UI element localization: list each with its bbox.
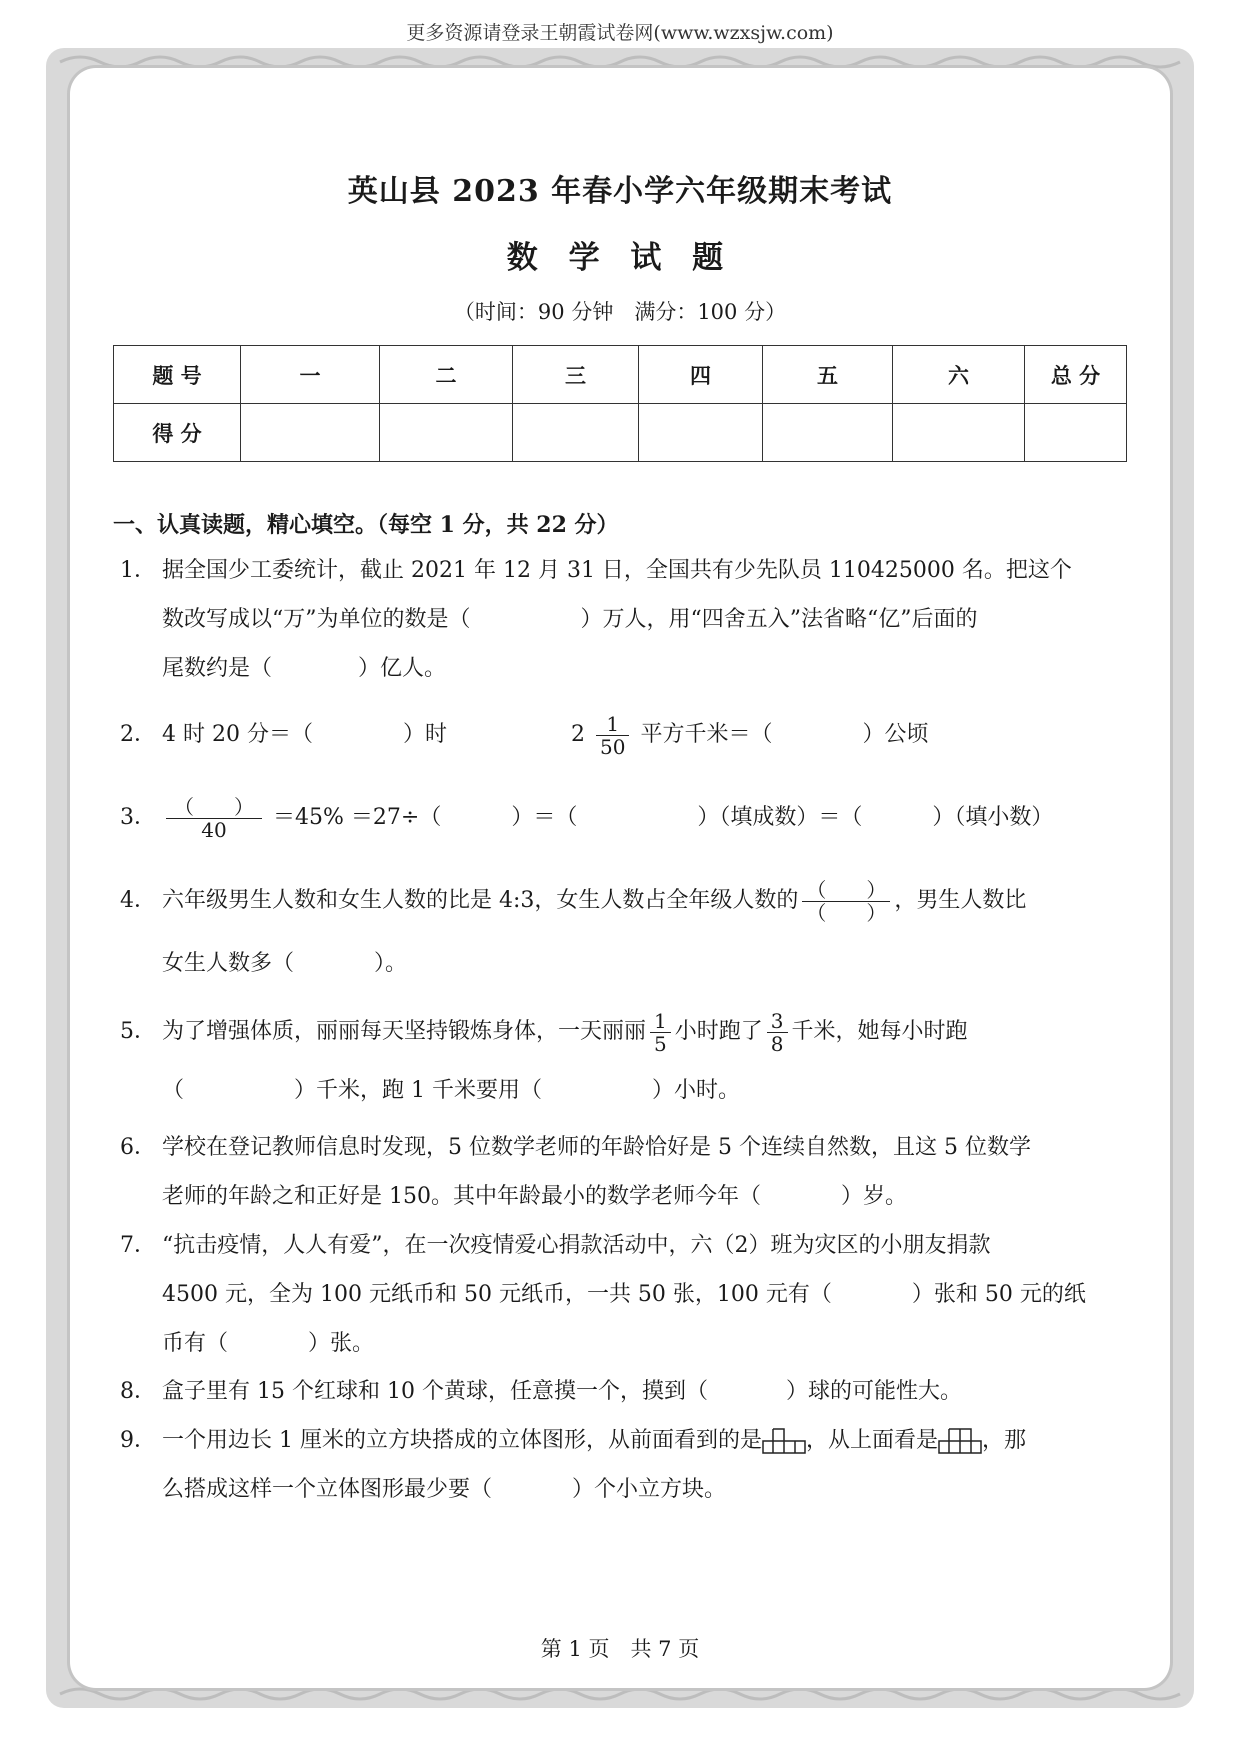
question-number: 1．	[120, 558, 156, 583]
score-cell[interactable]	[241, 404, 380, 462]
question-text: 小时跑了	[674, 1019, 763, 1044]
score-table-score-row	[114, 404, 1127, 462]
mixed-number-whole: 2	[571, 722, 585, 747]
question-number: 5．	[120, 1019, 156, 1044]
question-text: ）岁。	[841, 1184, 908, 1209]
question-text: ）公顷	[862, 722, 929, 747]
fraction-numerator: 1	[596, 713, 629, 736]
question-text: 学校在登记教师信息时发现，5 位数学老师的年龄恰好是 5 个连续自然数，且这 5 位数学	[162, 1135, 1031, 1160]
question-number: 8．	[120, 1379, 156, 1404]
question-8	[120, 1367, 1130, 1416]
question-number: 3．	[120, 805, 156, 830]
fraction	[802, 879, 890, 924]
fraction-numerator: 3	[767, 1010, 788, 1033]
question-text: 4 时 20 分＝（	[162, 722, 313, 747]
question-number: 2．	[120, 722, 156, 747]
score-header-cell: 总 分	[1025, 346, 1127, 404]
score-table-header-row	[114, 346, 1127, 404]
question-text: ，男生人数比	[894, 888, 1027, 913]
question-text: ，那	[982, 1428, 1027, 1453]
score-row-label: 得 分	[114, 404, 241, 462]
question-1	[120, 546, 1130, 693]
score-table	[113, 345, 1127, 462]
fraction-numerator: （ ）	[802, 879, 890, 902]
question-text: ）小时。	[652, 1078, 741, 1103]
question-text: 据全国少工委统计，截止 2021 年 12 月 31 日，全国共有少先队员 110425000 名。把这个	[162, 558, 1072, 583]
question-2	[120, 710, 1130, 759]
top-note: 更多资源请登录王朝霞试卷网(www.wzxsjw.com)	[406, 22, 834, 44]
question-text: ）张和 50 元的纸	[911, 1282, 1086, 1307]
fraction-denominator: 50	[600, 734, 626, 759]
question-text: 币有（	[162, 1331, 229, 1356]
score-header-cell: 题 号	[114, 346, 241, 404]
question-text: 六年级男生人数和女生人数的比是 4:3，女生人数占全年级人数的	[162, 888, 799, 913]
front-view-figure	[762, 1428, 806, 1454]
question-text: ）千米，跑 1 千米要用（	[294, 1078, 542, 1103]
question-text: 尾数约是（	[162, 656, 273, 681]
question-text: ）个小立方块。	[572, 1477, 727, 1502]
top-view-figure	[938, 1428, 982, 1454]
question-number: 6．	[120, 1135, 156, 1160]
fraction	[650, 1010, 671, 1055]
question-text: 平方千米＝（	[640, 722, 773, 747]
score-cell[interactable]	[513, 404, 639, 462]
question-text: 么搭成这样一个立体图形最少要（	[162, 1477, 493, 1502]
question-text: 为了增强体质，丽丽每天坚持锻炼身体，一天丽丽	[162, 1019, 647, 1044]
question-text: “抗击疫情，人人有爱”，在一次疫情爱心捐款活动中，六（2）班为灾区的小朋友捐款	[162, 1233, 991, 1258]
fraction-denominator: 40	[201, 817, 227, 842]
question-text: 盒子里有 15 个红球和 10 个黄球，任意摸一个，摸到（	[162, 1379, 708, 1404]
score-cell[interactable]	[763, 404, 893, 462]
question-number: 4．	[120, 888, 156, 913]
score-cell[interactable]	[1025, 404, 1127, 462]
question-text: ）亿人。	[358, 656, 447, 681]
question-4	[120, 876, 1130, 988]
question-text: ，从上面看是	[806, 1428, 939, 1453]
question-9	[120, 1416, 1130, 1514]
question-text: ）。	[374, 951, 408, 976]
score-header-cell: 六	[893, 346, 1025, 404]
page-number: 第 1 页 共 7 页	[540, 1637, 700, 1661]
question-text: 女生人数多（	[162, 951, 295, 976]
score-cell[interactable]	[380, 404, 513, 462]
exam-subject: 数 学 试 题	[506, 240, 734, 276]
score-header-cell: 一	[241, 346, 380, 404]
score-header-cell: 二	[380, 346, 513, 404]
fraction-numerator: 1	[650, 1010, 671, 1033]
fraction-denominator: 8	[770, 1031, 784, 1056]
question-number: 7．	[120, 1233, 156, 1258]
score-header-cell: 五	[763, 346, 893, 404]
question-text: 一个用边长 1 厘米的立方块搭成的立体图形，从前面看到的是	[162, 1428, 762, 1453]
fraction	[767, 1010, 788, 1055]
score-cell[interactable]	[893, 404, 1025, 462]
fraction-denominator: （ ）	[806, 900, 887, 925]
question-number: 9．	[120, 1428, 156, 1453]
question-text: ）张。	[308, 1331, 375, 1356]
question-7	[120, 1221, 1130, 1368]
question-text: 千米，她每小时跑	[791, 1019, 968, 1044]
score-header-cell: 三	[513, 346, 639, 404]
question-text: ）万人，用“四舍五入”法省略“亿”后面的	[580, 607, 978, 632]
question-text: ）（填小数）	[932, 805, 1054, 830]
question-text: 4500 元，全为 100 元纸币和 50 元纸币，一共 50 张，100 元有（	[162, 1282, 832, 1307]
question-text: ）＝（	[511, 805, 578, 830]
question-text: ）球的可能性大。	[785, 1379, 962, 1404]
exam-title: 英山县 2023 年春小学六年级期末考试	[347, 174, 893, 209]
fraction	[596, 713, 629, 758]
question-text: ）时	[402, 722, 447, 747]
question-text: （	[162, 1078, 185, 1103]
fraction-denominator: 5	[654, 1031, 667, 1056]
question-text: 老师的年龄之和正好是 150。其中年龄最小的数学老师今年（	[162, 1184, 761, 1209]
fraction-numerator: （ ）	[166, 796, 262, 819]
fraction	[166, 796, 262, 841]
question-text: ＝45% ＝27÷（	[273, 805, 442, 830]
question-text: ）（填成数）＝（	[697, 805, 863, 830]
question-3	[120, 793, 1130, 842]
section-heading: 一、认真读题，精心填空。（每空 1 分，共 22 分）	[113, 512, 619, 538]
score-header-cell: 四	[639, 346, 763, 404]
score-cell[interactable]	[639, 404, 763, 462]
question-5	[120, 1007, 1130, 1115]
question-text: 数改写成以“万”为单位的数是（	[162, 607, 471, 632]
question-6	[120, 1123, 1130, 1221]
exam-info: （时间：90 分钟 满分：100 分）	[453, 300, 787, 324]
